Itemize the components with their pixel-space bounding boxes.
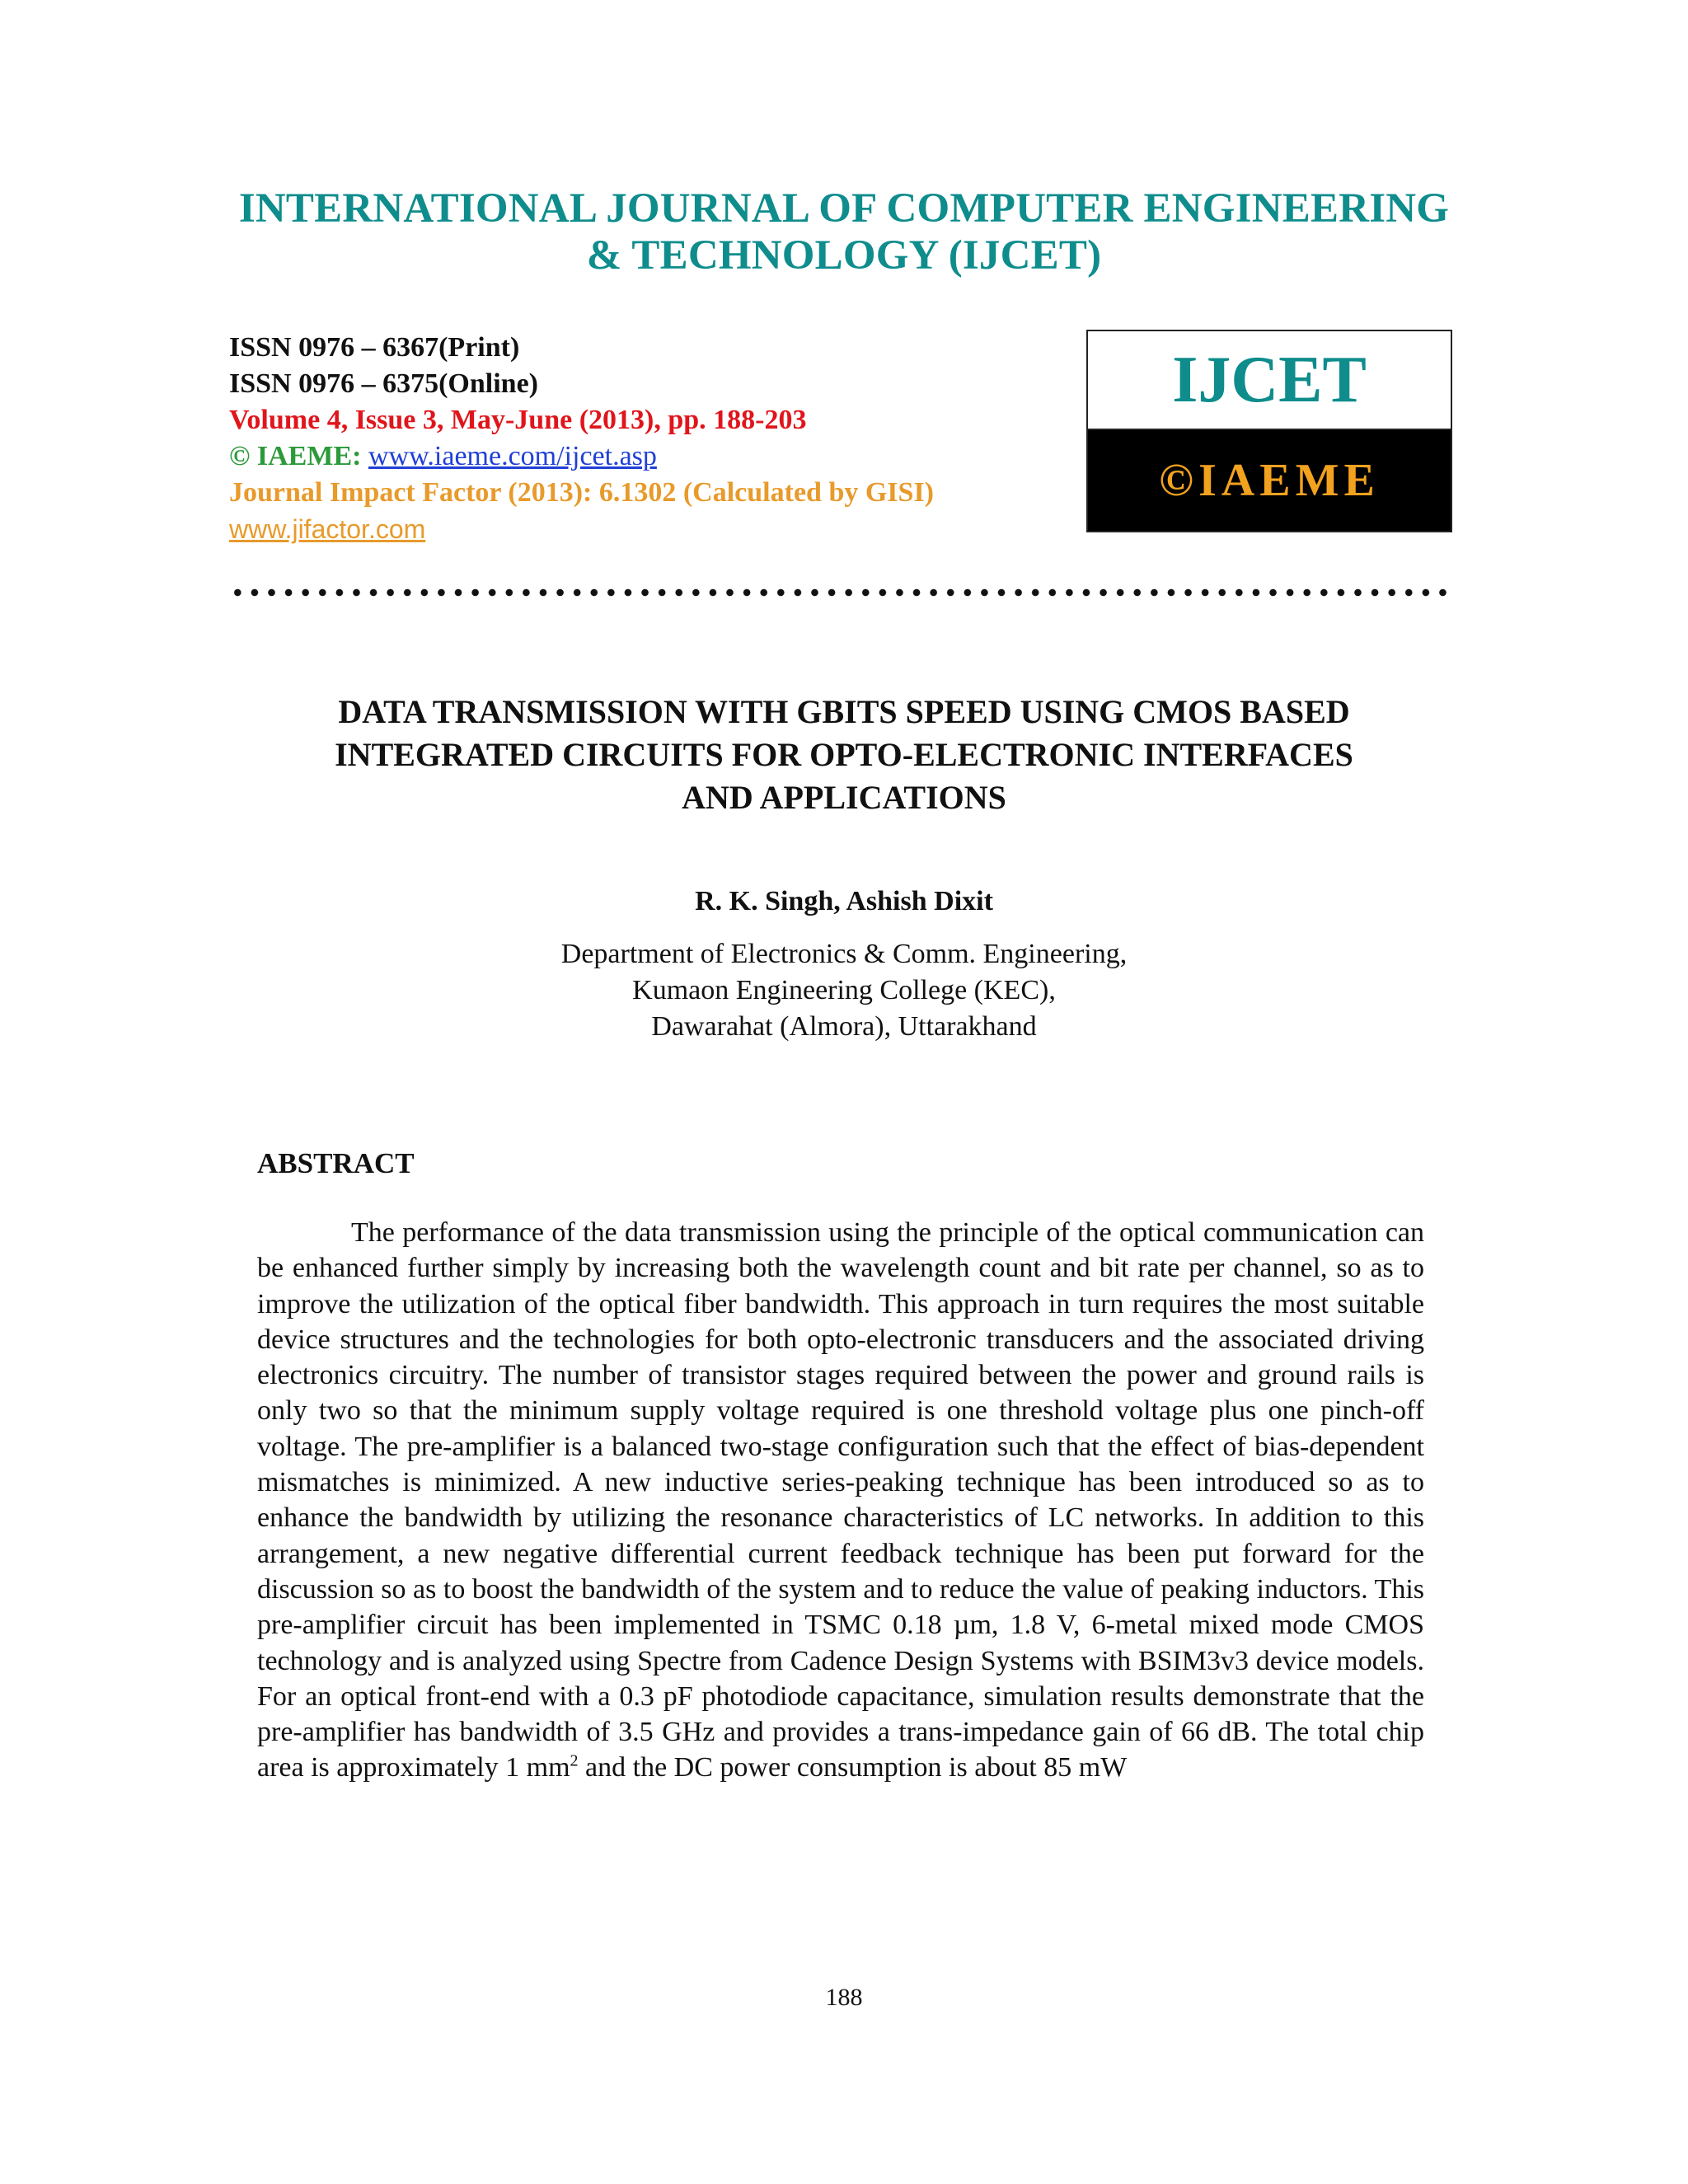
journal-logo	[1086, 330, 1452, 532]
dotted-divider	[229, 587, 1452, 598]
jif-link[interactable]: www.jifactor.com	[229, 514, 426, 544]
affiliation-line-2: Kumaon Engineering College (KEC),	[632, 975, 1056, 1005]
abstract-body	[257, 1215, 1424, 1786]
paper-title-line-1: DATA TRANSMISSION WITH GBITS SPEED USING CMOS BASED	[338, 693, 1350, 730]
journal-title-line-1: INTERNATIONAL JOURNAL OF COMPUTER ENGINEERING	[238, 185, 1450, 232]
paper-title	[0, 691, 1688, 819]
journal-title	[0, 185, 1688, 279]
impact-factor: Journal Impact Factor (2013): 6.1302 (Calculated by GISI)	[229, 477, 934, 508]
iaeme-link[interactable]: www.iaeme.com/ijcet.asp	[368, 441, 657, 471]
authors: R. K. Singh, Ashish Dixit	[695, 886, 993, 916]
affiliation-line-3: Dawarahat (Almora), Uttarakhand	[651, 1011, 1037, 1042]
page-number: 188	[825, 1984, 863, 2011]
issn-online: ISSN 0976 – 6375(Online)	[229, 368, 538, 399]
volume-info: Volume 4, Issue 3, May-June (2013), pp. 188-203	[229, 405, 807, 435]
abstract-heading: ABSTRACT	[257, 1147, 415, 1179]
abstract-superscript: 2	[570, 1752, 579, 1771]
affiliation	[0, 936, 1688, 1045]
journal-title-line-2: & TECHNOLOGY (IJCET)	[586, 232, 1102, 279]
issn-print: ISSN 0976 – 6367(Print)	[229, 332, 520, 363]
paper-title-line-3: AND APPLICATIONS	[682, 779, 1006, 816]
abstract-text: The performance of the data transmission using the principle of the optical communication can be enhanced further simply by increasing both the wavelength count and bit rate per channel, so as to improve the utilization of the optical fiber bandwidth. This approach in turn requires the most suitable device structures and the technologies for both opto-electronic transducers and the associated driving electronics circuitry. The number of transistor stages required between the power and ground rails is only two so that the minimum supply voltage required is one threshold voltage plus one pinch-off voltage. The pre-amplifier is a balanced two-stage configuration such that the effect of bias-dependent mismatches is minimized. A new inductive series-peaking technique has been introduced so as to enhance the bandwidth by utilizing the resonance characteristics of LC networks. In addition to this arrangement, a new negative differential current feedback technique has been put forward for the discussion so as to boost the bandwidth of the system and to reduce the value of peaking inductors. This pre-amplifier circuit has been implemented in TSMC 0.18 µm, 1.8 V, 6-metal mixed mode CMOS technology and is analyzed using Spectre from Cadence Design Systems with BSIM3v3 device models. For an optical front-end with a 0.3 pF photodiode capacitance, simulation results demonstrate that the pre-amplifier has bandwidth of 3.5 GHz and provides a trans-impedance gain of 66 dB. The total chip area is approximately 1 mm	[257, 1217, 1424, 1783]
paper-title-line-2: INTEGRATED CIRCUITS FOR OPTO-ELECTRONIC INTERFACES	[335, 736, 1353, 773]
iaeme-label: © IAEME:	[229, 441, 362, 471]
affiliation-line-1: Department of Electronics & Comm. Engineering,	[560, 939, 1128, 969]
journal-meta	[229, 330, 1053, 547]
iaeme-line	[229, 438, 1053, 475]
logo-ijcet-text: IJCET	[1088, 331, 1451, 430]
abstract-text-end: and the DC power consumption is about 85 mW	[578, 1752, 1128, 1783]
logo-iaeme-text: ©IAEME	[1088, 430, 1451, 531]
